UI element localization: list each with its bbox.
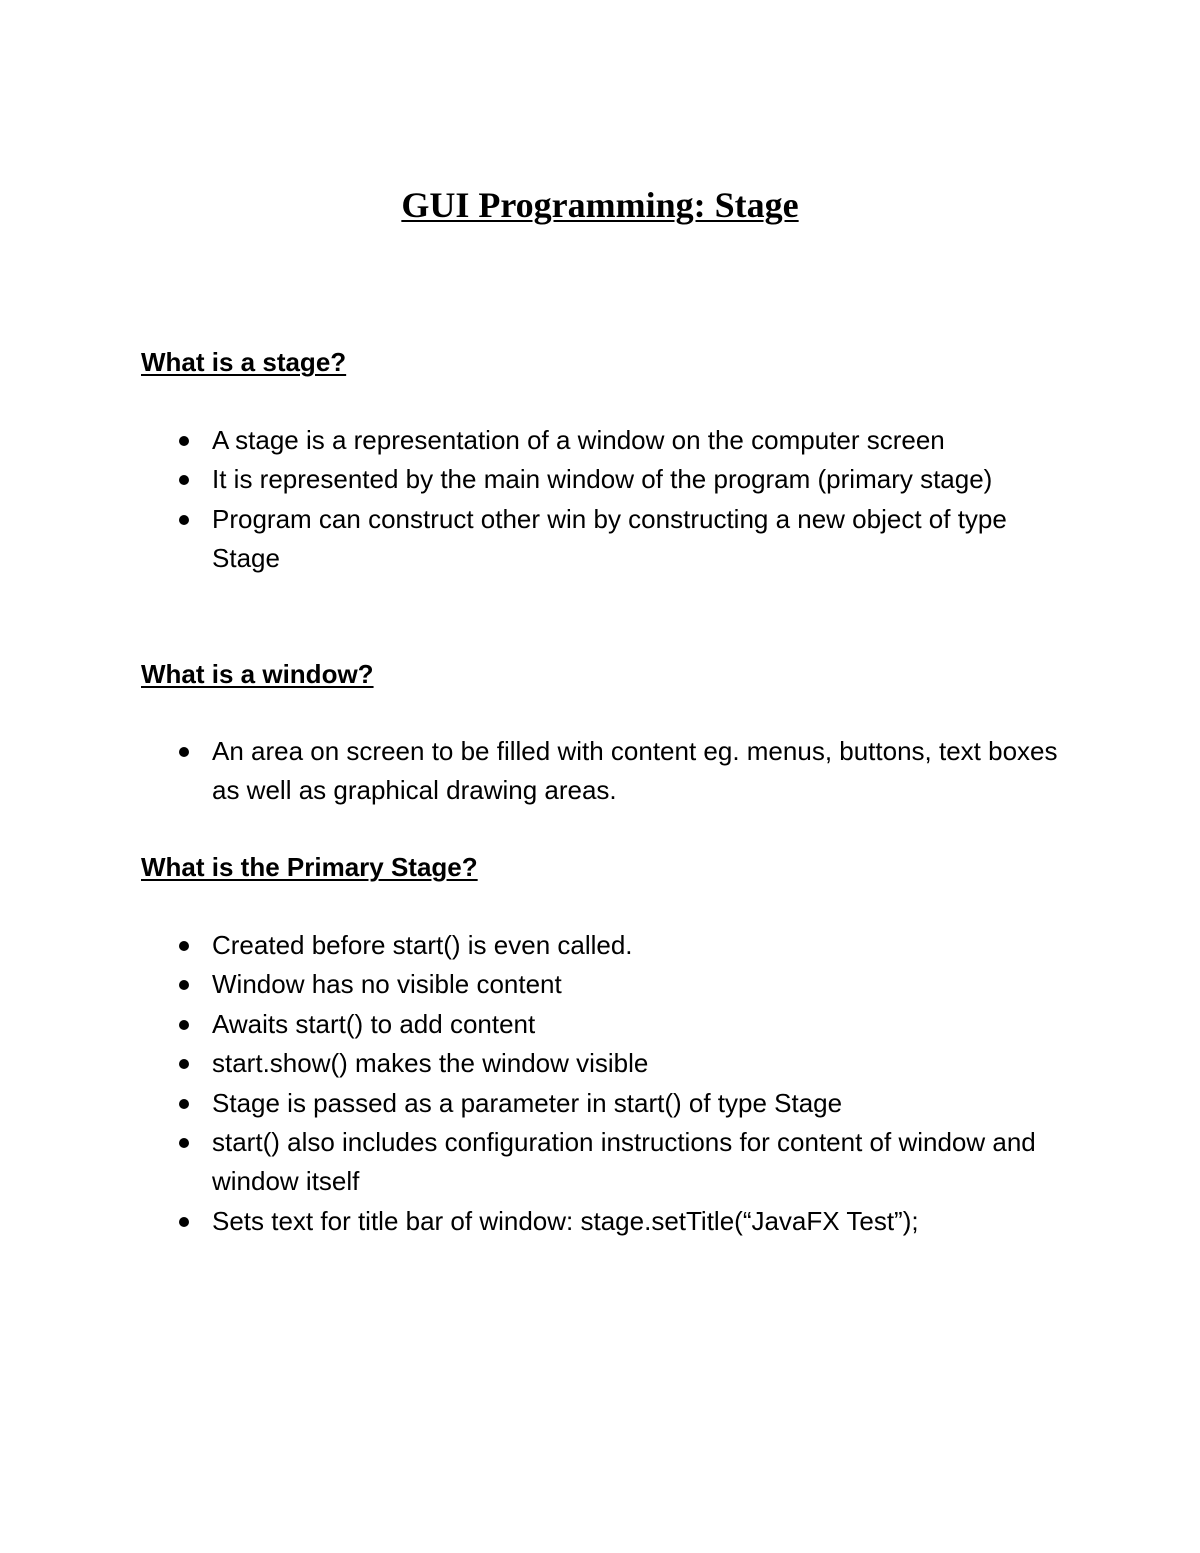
bullet-icon: [179, 1138, 189, 1148]
list-item-text: Window has no visible content: [212, 969, 562, 1000]
list-item-text: Program can construct other win by constructing a new object of type Stage: [212, 503, 1007, 574]
list-item-text: Stage is passed as a parameter in start() of type Stage: [212, 1087, 843, 1118]
section-heading-stage: What is a stage?: [141, 347, 347, 377]
list-item-text: It is represented by the main window of the program (primary stage): [212, 464, 993, 495]
list-item: [212, 1202, 1072, 1241]
section-list-stage: [212, 421, 1072, 579]
bullet-icon: [179, 1020, 189, 1030]
bullet-icon: [179, 980, 189, 990]
bullet-icon: [179, 1099, 189, 1109]
document-title: GUI Programming: Stage: [401, 185, 799, 225]
bullet-icon: [179, 475, 189, 485]
list-item-text: An area on screen to be filled with content eg. menus, buttons, text boxes as well as graphical drawing areas.: [212, 736, 1058, 806]
list-item: [212, 1084, 1072, 1123]
bullet-icon: [179, 747, 189, 757]
list-item-text: start.show() makes the window visible: [212, 1048, 649, 1079]
list-item: [212, 500, 1072, 579]
list-item-text: A stage is a representation of a window on the computer screen: [212, 425, 945, 455]
list-item: [212, 1005, 1072, 1044]
section-heading-primary-stage: What is the Primary Stage?: [141, 852, 478, 882]
list-item: [212, 732, 1072, 811]
section-list-primary-stage: [212, 926, 1072, 1241]
list-item: [212, 926, 1072, 965]
list-item-text: Created before start() is even called.: [212, 930, 633, 960]
list-item: [212, 460, 1072, 499]
list-item: [212, 421, 1072, 460]
list-item: [212, 965, 1072, 1004]
bullet-icon: [179, 436, 189, 446]
bullet-icon: [179, 515, 189, 525]
list-item-text: Awaits start() to add content: [212, 1008, 536, 1039]
list-item-text: start() also includes configuration instructions for content of window and window itself: [212, 1127, 1036, 1197]
bullet-icon: [179, 1217, 189, 1227]
section-heading-window: What is a window?: [141, 659, 374, 689]
list-item: [212, 1123, 1072, 1202]
bullet-icon: [179, 1059, 189, 1069]
list-item: [212, 1044, 1072, 1083]
section-list-window: [212, 732, 1072, 811]
bullet-icon: [179, 941, 189, 951]
list-item-text: Sets text for title bar of window: stage.setTitle(“JavaFX Test”);: [212, 1205, 919, 1236]
